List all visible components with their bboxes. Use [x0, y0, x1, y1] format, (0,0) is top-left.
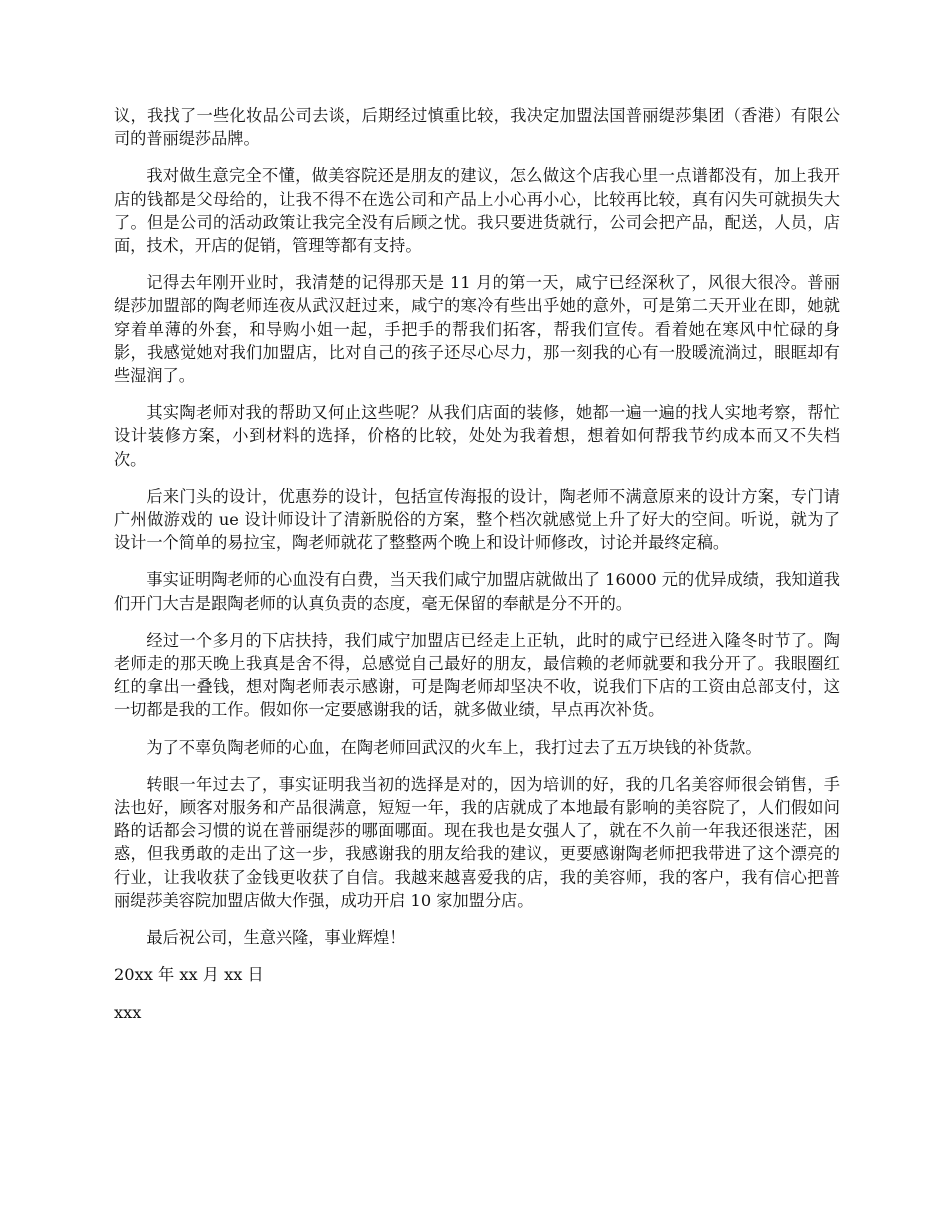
paragraph-3: 记得去年刚开业时，我清楚的记得那天是 11 月的第一天，咸宁已经深秋了，风很大很冷。普丽缇莎加盟部的陶老师连夜从武汉赶过来，咸宁的寒冷有些出乎她的意外，可是第二天开业在即，她就穿着单薄的外套，和导购小姐一起，手把手的帮我们拓客，帮我们宣传。看着她在寒风中忙碌的身影，我感觉她对我们加盟店，比对自己的孩子还尽心尽力，那一刻我的心有一股暖流淌过，眼眶却有些湿润了。: [114, 273, 840, 386]
paragraph-7: 经过一个多月的下店扶持，我们咸宁加盟店已经走上正轨，此时的咸宁已经进入隆冬时节了。陶老师走的那天晚上我真是舍不得，总感觉自己最好的朋友，最信赖的老师就要和我分开了。我眼圈红红的拿出一叠钱，想对陶老师表示感谢，可是陶老师却坚决不收，说我们下店的工资由总部支付，这一切都是我的工作。假如你一定要感谢我的话，就多做业绩，早点再次补货。: [114, 630, 840, 720]
paragraph-1: 议，我找了一些化妆品公司去谈，后期经过慎重比较，我决定加盟法国普丽缇莎集团（香港）有限公司的普丽缇莎品牌。: [114, 106, 840, 149]
paragraph-4: 其实陶老师对我的帮助又何止这些呢？从我们店面的装修，她都一遍一遍的找人实地考察，帮忙设计装修方案，小到材料的选择，价格的比较，处处为我着想，想着如何帮我节约成本而又不失档次。: [114, 403, 840, 469]
document-page: [114, 104, 840, 1038]
date-line: 20xx 年 xx 月 xx 日: [114, 965, 264, 985]
paragraph-5: 后来门头的设计，优惠券的设计，包括宣传海报的设计，陶老师不满意原来的设计方案，专门请广州做游戏的 ue 设计师设计了清新脱俗的方案，整个档次就感觉上升了好大的空间。听说，就为了设计一个简单的易拉宝，陶老师就花了整整两个晚上和设计师修改，讨论并最终定稿。: [114, 486, 840, 553]
paragraph-9: 转眼一年过去了，事实证明我当初的选择是对的，因为培训的好，我的几名美容师很会销售，手法也好，顾客对服务和产品很满意，短短一年，我的店就成了本地最有影响的美容院了，人们假如问路的话都会习惯的说在普丽缇莎的哪面哪面。现在我也是女强人了，就在不久前一年我还很迷茫，困惑，但我勇敢的走出了这一步，我感谢我的朋友给我的建议，更要感谢陶老师把我带进了这个漂亮的行业，让我收获了金钱更收获了自信。我越来越喜爱我的店，我的美容师，我的客户，我有信心把普丽缇莎美容院加盟店做大作强，成功开启 10 家加盟分店。: [114, 774, 840, 910]
paragraph-8: 为了不辜负陶老师的心血，在陶老师回武汉的火车上，我打过去了五万块钱的补货款。: [146, 737, 762, 757]
paragraph-10: 最后祝公司，生意兴隆，事业辉煌！: [146, 928, 406, 948]
signature: xxx: [114, 1002, 142, 1022]
paragraph-6: 事实证明陶老师的心血没有白费，当天我们咸宁加盟店就做出了 16000 元的优异成绩，我知道我们开门大吉是跟陶老师的认真负责的态度，毫无保留的奉献是分不开的。: [114, 570, 840, 613]
paragraph-2: 我对做生意完全不懂，做美容院还是朋友的建议，怎么做这个店我心里一点谱都没有，加上我开店的钱都是父母给的，让我不得不在选公司和产品上小心再小心，比较再比较，真有闪失可就损失大了。但是公司的活动政策让我完全没有后顾之忧。我只要进货就行，公司会把产品，配送，人员，店面，技术，开店的促销，管理等都有支持。: [114, 166, 840, 256]
